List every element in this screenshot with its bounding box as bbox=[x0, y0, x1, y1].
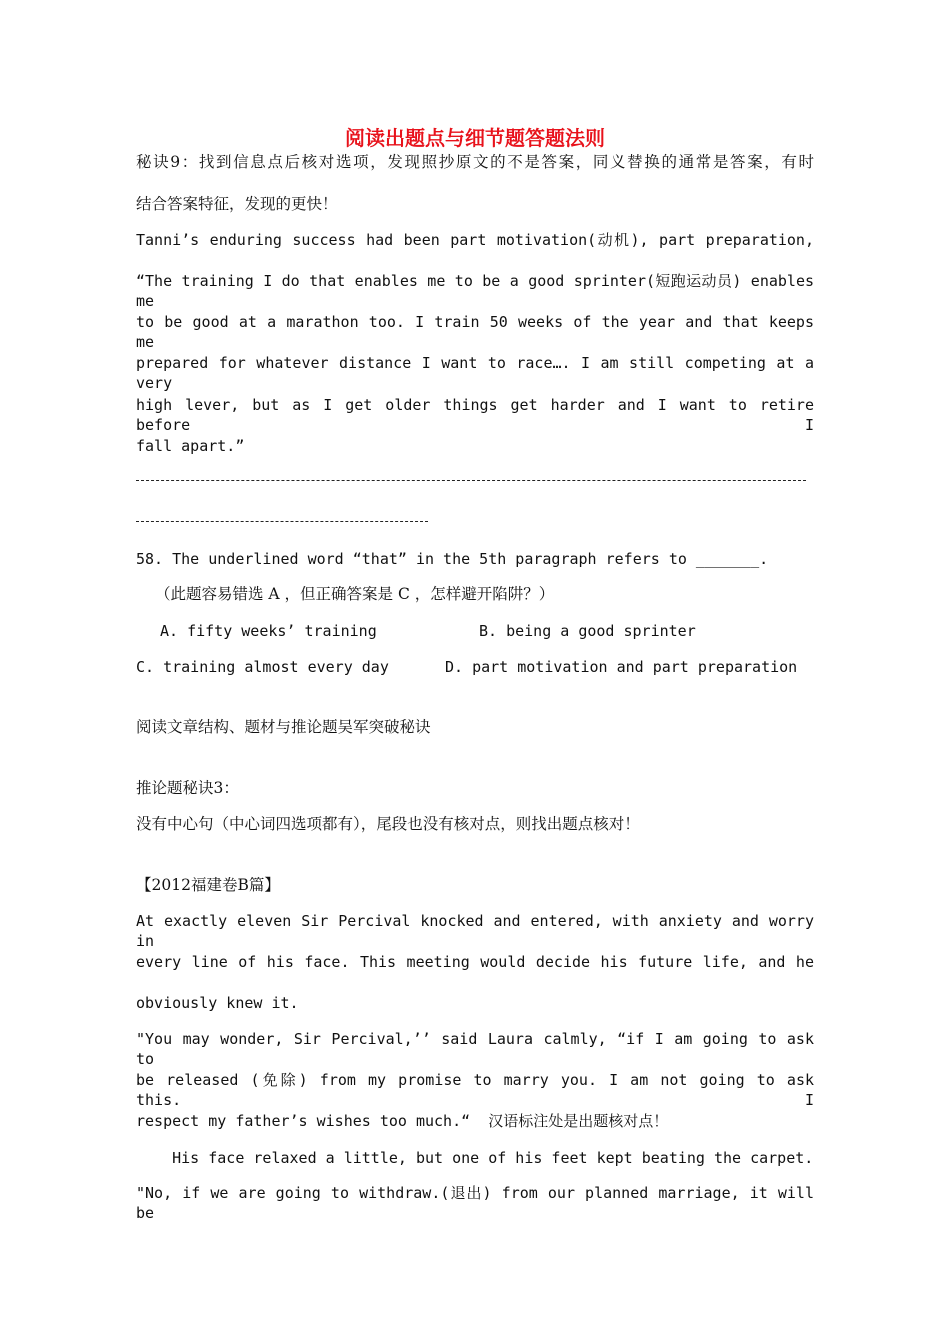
passage1-line: high lever, but as I get older things get harder and I want to retire before I bbox=[136, 396, 814, 434]
passage2-line: "You may wonder, Sir Percival,’’ said Laura calmly, “if I am going to ask to bbox=[136, 1030, 814, 1068]
tip9-line2: 结合答案特征，发现的更快！ bbox=[136, 195, 338, 213]
option-d: D. part motivation and part preparation bbox=[445, 658, 798, 676]
option-b: B. being a good sprinter bbox=[479, 622, 696, 640]
passage1-line: “The training I do that enables me to be a good sprinter(短跑运动员) enables me bbox=[136, 272, 814, 310]
passage2-line: "No, if we are going to withdraw.(退出) from our planned marriage, it will be bbox=[136, 1184, 814, 1222]
passage2-line: His face relaxed a little, but one of his feet kept beating the carpet. bbox=[136, 1149, 814, 1167]
passage2-line: obviously knew it. bbox=[136, 994, 299, 1012]
passage2-line: respect my father’s wishes too much.“ 汉语标注处是出题核对点！ bbox=[136, 1112, 669, 1130]
passage2-line: every line of his face. This meeting would decide his future life, and he bbox=[136, 953, 814, 971]
tip3-heading: 推论题秘诀3： bbox=[136, 779, 239, 797]
divider-line bbox=[136, 521, 428, 522]
passage2-line: At exactly eleven Sir Percival knocked and entered, with anxiety and worry in bbox=[136, 912, 814, 950]
tip9-line1: 秘诀9：找到信息点后核对选项，发现照抄原文的不是答案，同义替换的通常是答案，有时 bbox=[136, 153, 814, 171]
page-title: 阅读出题点与细节题答题法则 bbox=[345, 126, 605, 150]
divider-line bbox=[136, 480, 806, 481]
section-heading: 阅读文章结构、题材与推论题吴军突破秘诀 bbox=[136, 718, 431, 736]
tip3-body: 没有中心句（中心词四选项都有），尾段也没有核对点，则找出题点核对！ bbox=[136, 815, 640, 833]
passage1-line: Tanni’s enduring success had been part motivation(动机), part preparation, bbox=[136, 231, 814, 249]
passage2-line: be released (免除) from my promise to marry you. I am not going to ask this. I bbox=[136, 1071, 814, 1109]
option-a: A. fifty weeks’ training bbox=[160, 622, 377, 640]
option-c: C. training almost every day bbox=[136, 658, 389, 676]
passage1-line: to be good at a marathon too. I train 50 weeks of the year and that keeps me bbox=[136, 313, 814, 351]
question-note: （此题容易错选 A ，但正确答案是 C ，怎样避开陷阱？） bbox=[155, 585, 555, 603]
question-stem: 58. The underlined word “that” in the 5th paragraph refers to _______. bbox=[136, 550, 769, 568]
passage1-line: fall apart.” bbox=[136, 437, 245, 455]
source-label: 【2012福建卷B篇】 bbox=[136, 876, 280, 894]
passage1-line: prepared for whatever distance I want to race…. I am still competing at a very bbox=[136, 354, 814, 392]
